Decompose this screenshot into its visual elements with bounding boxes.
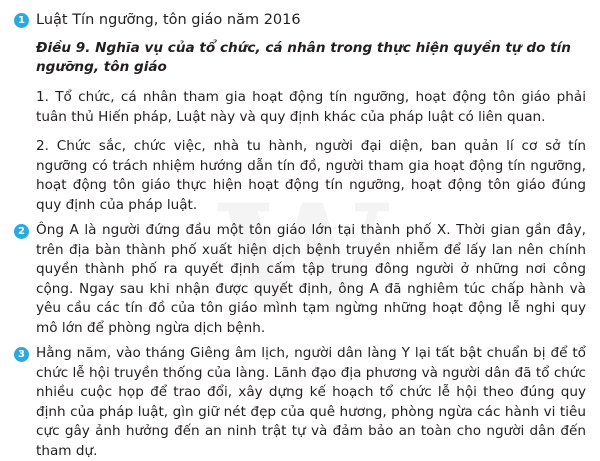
content-block-1-body: [36, 10, 586, 215]
content-block-2: [14, 221, 586, 338]
bullet-marker-3: 3: [14, 347, 29, 362]
article-heading: Điều 9. Nghĩa vụ của tổ chức, cá nhân trong thực hiện quyền tự do tín ngưỡng, tôn giáo: [36, 40, 571, 75]
content-block-2-body: [36, 221, 586, 338]
case-study-2-paragraph: Hằng năm, vào tháng Giêng âm lịch, người dân làng Y lại tất bật chuẩn bị để tổ chức lễ hội truyền thống của làng. Lãnh đạo địa phương và người dân đã tổ chức nhiều cuộc họp để trao đổi, xây dựng kế hoạch tổ chức lễ hội theo đúng quy định của pháp luật, gìn giữ nét đẹp của quê hương, phòng ngừa các hành vi tiêu cực gây ảnh hưởng đến an ninh trật tự và đảm bảo an toàn cho người dân đến tham dự.: [36, 345, 586, 459]
content-block-1: [14, 10, 586, 215]
bullet-marker-2: 2: [14, 224, 29, 239]
case-study-1-paragraph: Ông A là người đứng đầu một tôn giáo lớn tại thành phố X. Thời gian gần đây, trên địa bàn thành phố xuất hiện dịch bệnh truyền nhiễm để lấy lan nên chính quyền thành phố ra quyết định cấm tập trung đông người ở những nơi công cộng. Ngay sau khi nhận được quyết định, ông A đã nghiêm túc chấp hành và yêu cầu các tín đồ của tôn giáo mình tạm ngừng những hoạt động lễ nghi quy mô lớn để phòng ngừa dịch bệnh.: [36, 222, 586, 336]
content-block-3: [14, 344, 586, 461]
law-title: Luật Tín ngưỡng, tôn giáo năm 2016: [36, 12, 301, 28]
clause-1-paragraph: 1. Tổ chức, cá nhân tham gia hoạt động tín ngưỡng, hoạt động tôn giáo phải tuân thủ Hiến pháp, Luật này và quy định khác của pháp luật có liên quan.: [36, 89, 586, 125]
clause-2-paragraph: 2. Chức sắc, chức việc, nhà tu hành, người đại diện, ban quản lí cơ sở tín ngưỡng có trách nhiệm hướng dẫn tín đồ, người tham gia hoạt động tín ngưỡng, hoạt động tôn giáo thực hiện hoạt động tín ngưỡng, hoạt động tôn giáo đúng quy định của pháp luật.: [36, 138, 586, 213]
bullet-marker-1: 1: [14, 13, 29, 28]
content-block-3-body: [36, 344, 586, 461]
